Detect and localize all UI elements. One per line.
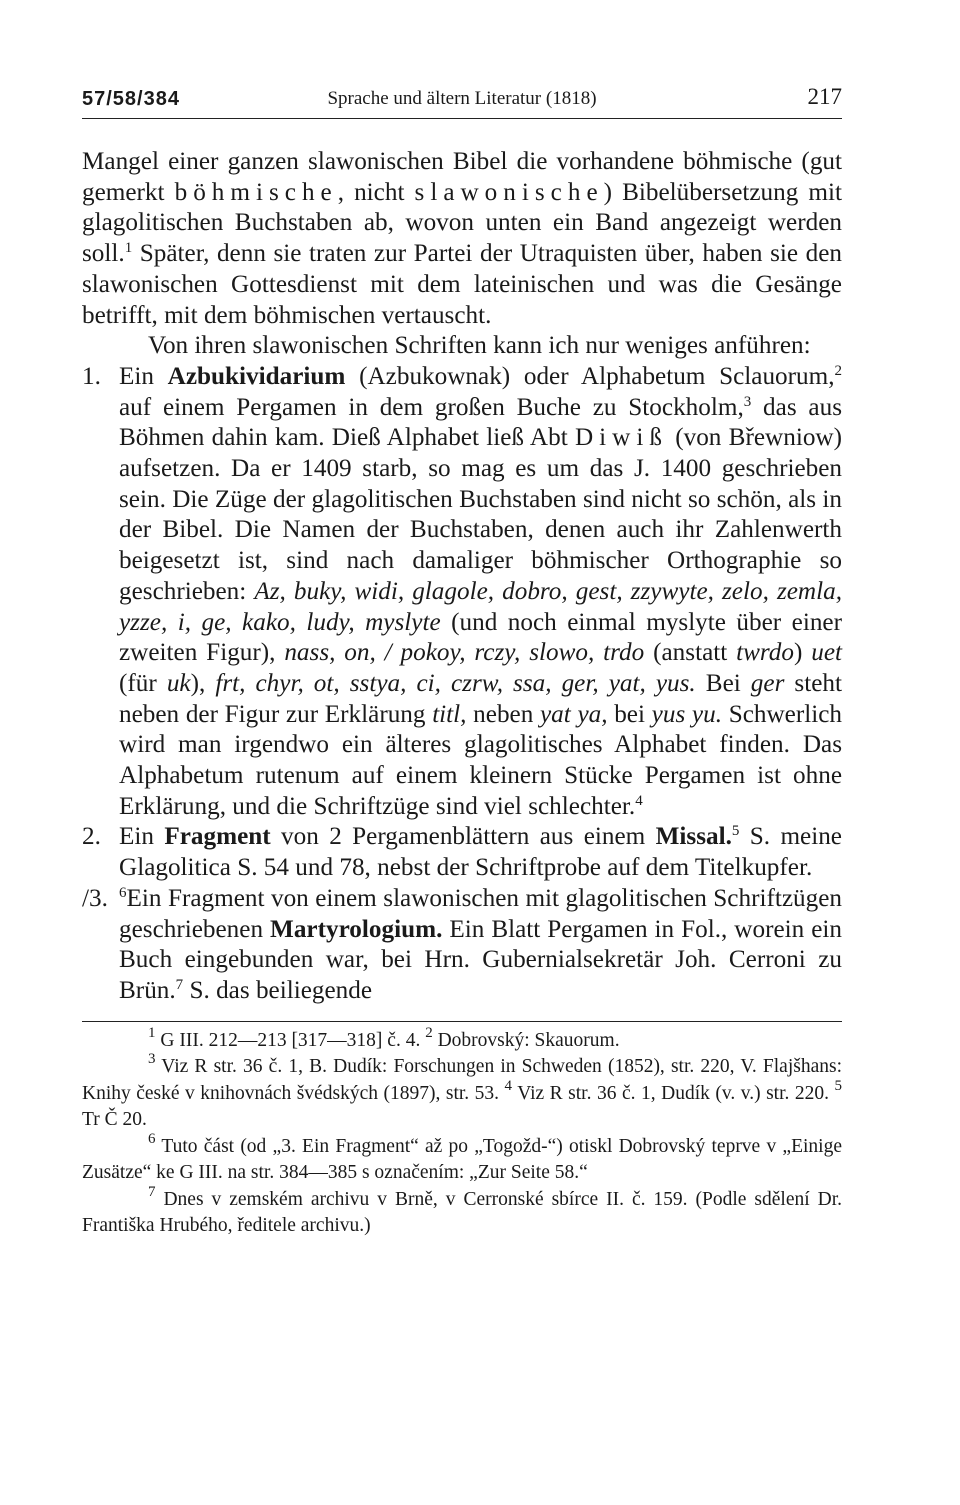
list-item-3: /3. $^6$Ein Fragment von einem slawonischen mit glagolitischen Schriftzügen geschriebenen Martyrologium. Ein Blatt Pergamen in Fol., worein ein Buch eingebunden war, bei Hrn. Gubernialsekretär Joh. Cerroni zu Brün.$^7$ S. das beiliegende: [82, 884, 842, 1004]
signature-mark: 57/58/384: [82, 88, 180, 110]
footnotes: [82, 1024, 842, 1240]
footnote-ref-3: 3: [743, 393, 752, 410]
footnote-1-2: $^1$ G III. 212—213 [317—318] č. 4. $^2$ Dobrovský: Skauorum.: [148, 1024, 620, 1051]
running-title: Sprache und ältern Literatur (1818): [327, 88, 597, 109]
paragraph-1: Mangel einer ganzen slawonischen Bibel die vorhandene böhmische (gut gemerkt böhmische, nicht slawonische) Bibelübersetzung mit glagolitischen Buchstaben ab, wovon unten ein Band angezeigt werden soll.$^1$ Später, denn sie traten zur Partei der Utraquisten über, haben sie den slawonischen Gottesdienst mit dem lateinischen und was die Gesänge betrifft, mit dem böhmischen vertauscht.: [82, 148, 842, 329]
footnote-3-5: $^3$ Viz R str. 36 č. 1, B. Dudík: Forschungen in Schweden (1852), str. 220, V. Flajšhans: Knihy české v knihovnách švédských (1897), str. 53. $^4$ Viz R str. 36 č. 1, Dudík (v. v.) str. 220. $^5$ Tr Č 20.: [82, 1051, 842, 1131]
footnote-ref-2: 2: [834, 362, 842, 379]
footnote-ref-5: 5: [731, 823, 740, 840]
page-number: 217: [807, 84, 842, 109]
paragraph-2: Von ihren slawonischen Schriften kann ich nur weniges anführen:: [148, 332, 811, 360]
footnote-ref-6: 6: [119, 884, 127, 901]
footnote-7: $^7$ Dnes v zemském archivu v Brně, v Cerronské sbírce II. č. 159. (Podle sdělení Dr. Františka Hrubého, ředitele archivu.): [82, 1183, 842, 1237]
footnote-ref-4: 4: [635, 792, 643, 809]
list-item-2: 2. Ein Fragment von 2 Pergamenblättern aus einem Missal.$^5$ S. meine Glagolitica S. 54 und 78, nebst der Schriftprobe auf dem Titelkupfer.: [82, 823, 842, 882]
footnote-6: $^6$ Tuto část (od „3. Ein Fragment“ až po „Togožd-“) otiskl Dobrovský teprve v „Einige Zusätze“ ke G III. na str. 384—385 s označením: „Zur Seite 58.“: [82, 1130, 842, 1184]
footnote-ref-7: 7: [175, 976, 184, 993]
book-page: [82, 82, 842, 1240]
list-item-1: 1. Ein Azbukividarium (Azbukownak) oder Alphabetum Sclauorum,$^2$ auf einem Pergamen in dem großen Buche zu Stockholm,$^3$ das aus Böhmen dahin kam. Dieß Alphabet ließ Abt Diwiß (von Břewniow) aufsetzen. Da er 1409 starb, so mag es um das J. 1400 geschrieben sein. Die Züge der glagolitischen Buchstaben sind nicht so schön, als in der Bibel. Die Namen der Buchstaben, denen auch ihr Zahlenwerth beigesetzt ist, sind nach damaliger böhmischer Orthographie so geschrieben: Az, buky, widi, glagole, dobro, gest, zzywyte, zelo, zemla, yzze, i, ge, kako, ludy, myslyte (und noch einmal myslyte über einer zweiten Figur), nass, on, / pokoy, rczy, slowo, trdo (anstatt twrdo) uet (für uk), frt, chyr, ot, sstya, ci, czrw, ssa, ger, yat, yus. Bei ger steht neben der Figur zur Erklärung titl, neben yat ya, bei yus yu. Schwerlich wird man irgendwo ein älteres glagolitisches Alphabet finden. Das Alphabetum rutenum auf einem kleinern Stücke Pergamen ist ohne Erklärung, und die Schriftzüge sind viel schlechter.$^4$: [82, 362, 843, 820]
main-text: [82, 147, 842, 1007]
footnote-ref-1: 1: [124, 240, 133, 257]
running-head: [82, 82, 842, 119]
footnote-divider: [82, 1021, 842, 1022]
